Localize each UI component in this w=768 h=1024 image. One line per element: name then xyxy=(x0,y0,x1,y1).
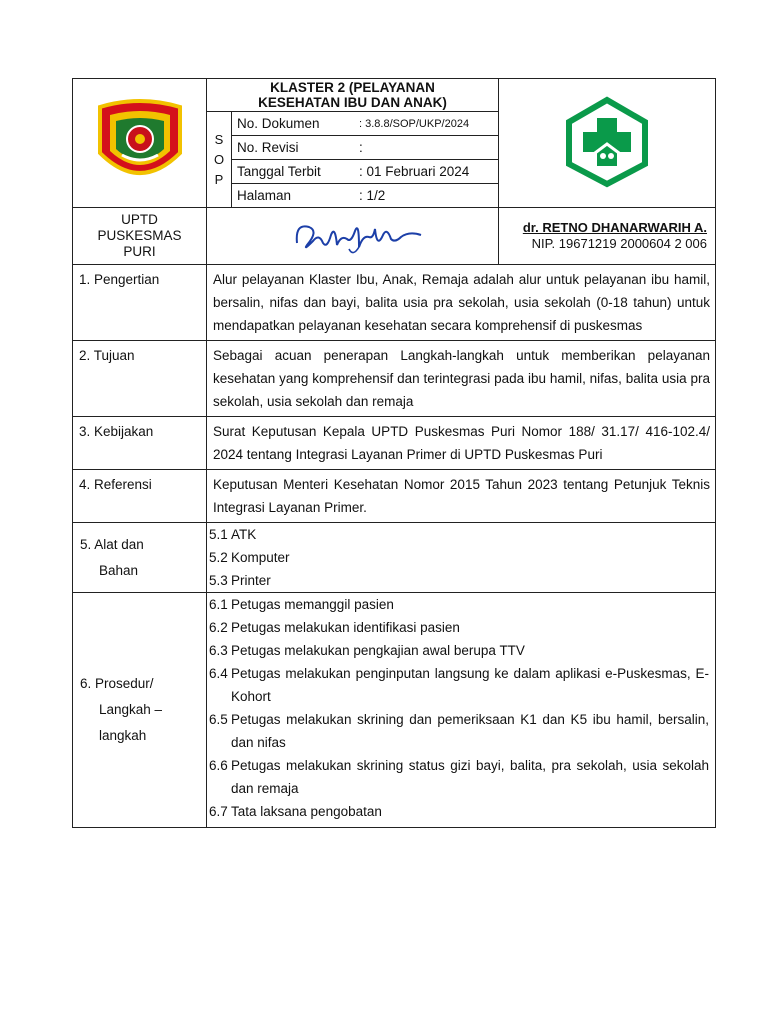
list-item xyxy=(207,662,715,708)
list-item xyxy=(207,616,715,639)
list-number: 6.2 xyxy=(209,620,228,635)
list-number: 6.3 xyxy=(209,643,228,658)
section-text: Sebagai acuan penerapan Langkah-langkah untuk memberikan pelayanan kesehatan yang komprehensif dan terintegrasi pada ibu hamil, nifas, balita usia pra sekolah, usia sekolah dan remaja xyxy=(207,341,716,417)
list-text: Petugas melakukan penginputan langsung ke dalam aplikasi e-Puskesmas, E-Kohort xyxy=(231,666,709,704)
sop-title-line2: KESEHATAN IBU DAN ANAK) xyxy=(258,95,447,110)
meta-row-revision xyxy=(232,136,498,160)
section-label: 4. Referensi xyxy=(73,470,207,523)
sop-letter: S xyxy=(214,131,224,147)
organization-cell xyxy=(73,208,207,265)
header-center-cell xyxy=(207,79,499,208)
section-label: 1. Pengertian xyxy=(73,265,207,341)
list-item xyxy=(207,708,715,754)
section-list xyxy=(207,523,716,593)
list-number: 5.3 xyxy=(209,573,228,588)
list-item xyxy=(207,800,715,823)
section-kebijakan xyxy=(73,417,716,470)
section-pengertian xyxy=(73,265,716,341)
list-text: Petugas melakukan skrining dan pemeriksaan K1 dan K5 ibu hamil, bersalin, dan nifas xyxy=(231,712,709,750)
puskesmas-logo-cell xyxy=(499,79,716,208)
handwritten-signature-icon xyxy=(289,213,429,259)
meta-value: : 3.8.8/SOP/UKP/2024 xyxy=(359,117,470,130)
list-item xyxy=(207,639,715,662)
list-number: 5.2 xyxy=(209,550,228,565)
list-item xyxy=(207,569,715,592)
signer-block xyxy=(499,220,715,252)
meta-row-issue-date xyxy=(232,160,498,184)
regency-logo-cell xyxy=(73,79,207,208)
meta-label: Halaman xyxy=(237,188,292,203)
meta-row-document-number xyxy=(232,112,498,136)
meta-value: : 01 Februari 2024 xyxy=(359,164,470,179)
list-number: 6.1 xyxy=(209,597,228,612)
section-tujuan xyxy=(73,341,716,417)
list-text: Printer xyxy=(231,573,271,588)
sop-letter: O xyxy=(213,151,225,167)
meta-row-page xyxy=(232,184,498,207)
list-number: 6.4 xyxy=(209,666,228,681)
org-line: PURI xyxy=(123,244,156,259)
section-label-line: langkah xyxy=(99,728,147,743)
meta-label: No. Revisi xyxy=(237,140,299,155)
header-row xyxy=(73,79,716,208)
section-text: Alur pelayanan Klaster Ibu, Anak, Remaja adalah alur untuk pelayanan ibu hamil, bersalin, nifas dan bayi, balita usia pra sekolah, usia sekolah (0-18 tahun) untuk mendapatkan pelayanan kesehatan secara komprehensif di puskesmas xyxy=(207,265,716,341)
meta-value: : 1/2 xyxy=(359,188,386,203)
meta-label: No. Dokumen xyxy=(237,116,320,131)
sop-table xyxy=(72,78,716,828)
section-label-line: Bahan xyxy=(99,562,139,578)
list-item xyxy=(207,593,715,616)
org-line: UPTD xyxy=(121,212,158,227)
section-label-line: 6. Prosedur/ xyxy=(80,676,154,691)
sop-letter: P xyxy=(214,171,224,187)
section-label xyxy=(73,523,207,593)
signature-cell xyxy=(207,208,499,265)
list-number: 6.6 xyxy=(209,758,228,773)
signer-name: dr. RETNO DHANARWARIH A. xyxy=(522,220,707,235)
org-line: PUSKESMAS xyxy=(97,228,182,243)
sop-vertical-label xyxy=(207,112,232,207)
document-meta xyxy=(207,112,498,207)
section-list xyxy=(207,593,716,828)
signer-cell xyxy=(499,208,716,265)
sop-title xyxy=(207,79,498,112)
section-label xyxy=(73,593,207,828)
section-text: Surat Keputusan Kepala UPTD Puskesmas Puri Nomor 188/ 31.17/ 416-102.4/ 2024 tentang Integrasi Layanan Primer di UPTD Puskesmas Puri xyxy=(207,417,716,470)
section-referensi xyxy=(73,470,716,523)
section-label-line: Langkah – xyxy=(99,702,163,717)
organization-name xyxy=(73,212,206,260)
section-label: 3. Kebijakan xyxy=(73,417,207,470)
sop-document xyxy=(72,78,715,828)
list-text: Petugas melakukan identifikasi pasien xyxy=(231,620,460,635)
list-text: ATK xyxy=(231,527,257,542)
list-item xyxy=(207,754,715,800)
meta-label: Tanggal Terbit xyxy=(237,164,321,179)
signer-nip: NIP. 19671219 2000604 2 006 xyxy=(531,236,707,251)
section-prosedur xyxy=(73,593,716,828)
meta-value: : xyxy=(359,140,363,155)
section-label: 2. Tujuan xyxy=(73,341,207,417)
regency-emblem-icon xyxy=(94,97,186,187)
list-text: Petugas melakukan skrining status gizi bayi, balita, pra sekolah, usia sekolah dan remaja xyxy=(231,758,709,796)
section-text: Keputusan Menteri Kesehatan Nomor 2015 Tahun 2023 tentang Petunjuk Teknis Integrasi Layanan Primer. xyxy=(207,470,716,523)
list-item xyxy=(207,546,715,569)
section-label-line: 5. Alat dan xyxy=(80,536,144,552)
list-item xyxy=(207,523,715,546)
list-number: 6.7 xyxy=(209,804,228,819)
list-number: 5.1 xyxy=(209,527,228,542)
sop-title-line1: KLASTER 2 (PELAYANAN xyxy=(270,80,435,95)
list-text: Komputer xyxy=(231,550,290,565)
signature-row xyxy=(73,208,716,265)
list-number: 6.5 xyxy=(209,712,228,727)
list-text: Tata laksana pengobatan xyxy=(231,804,382,819)
puskesmas-logo-icon xyxy=(561,96,653,188)
meta-rows xyxy=(232,112,498,207)
section-alat-bahan xyxy=(73,523,716,593)
list-text: Petugas memanggil pasien xyxy=(231,597,394,612)
list-text: Petugas melakukan pengkajian awal berupa TTV xyxy=(231,643,525,658)
